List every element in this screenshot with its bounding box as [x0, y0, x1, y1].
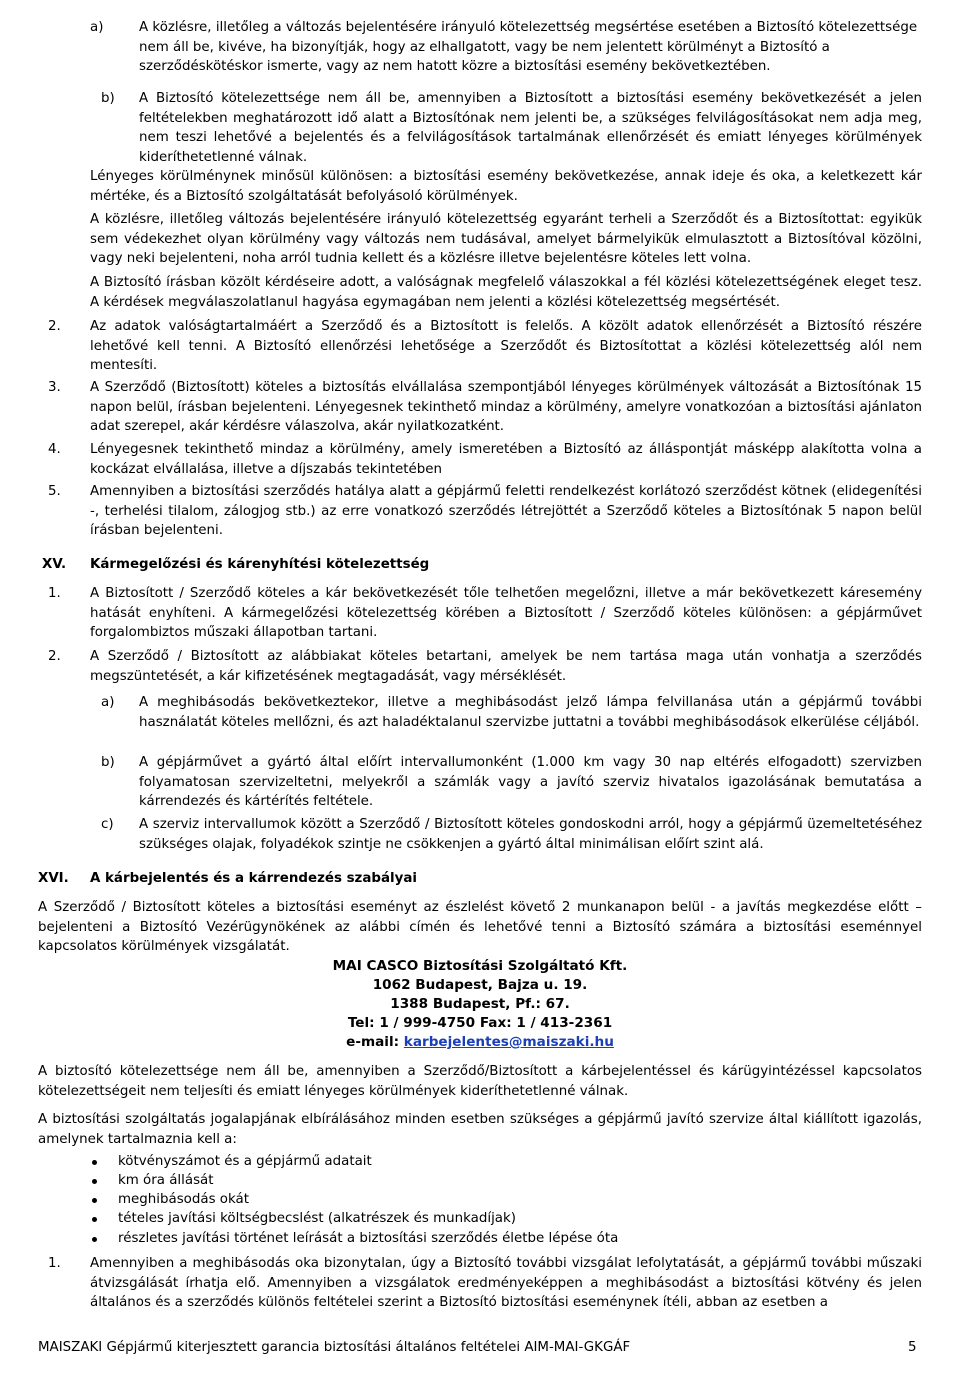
numbered-label-4: 4.	[48, 442, 61, 457]
company-name: MAI CASCO Biztosítási Szolgáltató Kft.	[332, 958, 628, 974]
paragraph-a: A közlésre, illetőleg a változás bejelentésére irányuló kötelezettség megsértése esetében a Biztosító kötelezettsége nem áll be, kivéve, ha bizonyítják, hogy az elhallgatott, vagy be nem jelentett körülményt a Biztosító a szerződéskötéskor ismerte, vagy az nem hatott közre a biztosítási esemény bekövetkeztében.	[139, 20, 918, 75]
numbered-label-3: 3.	[48, 380, 61, 395]
numbered-label-2: 2.	[48, 319, 61, 334]
xv-sub-label-a: a)	[101, 695, 115, 710]
xv-label-1: 1.	[48, 586, 61, 601]
bullet-item-1: kötvényszámot és a gépjármű adatait	[118, 1154, 372, 1169]
section-title-xvi: A kárbejelentés és a kárrendezés szabályai	[90, 871, 417, 886]
xv-sub-item-a: A meghibásodás bekövetkeztekor, illetve a meghibásodást jelző lámpa felvillanása után a gépjármű további használatát köteles mellőzni, és azt haladéktalanul szervizbe juttatni a további meghibásodások elkerülése céljából.	[139, 695, 922, 730]
company-po-box: 1388 Budapest, Pf.: 67.	[390, 996, 570, 1012]
bullet-icon	[92, 1160, 97, 1165]
bullet-icon	[92, 1179, 97, 1184]
numbered-item-5: Amennyiben a biztosítási szerződés hatálya alatt a gépjármű feletti rendelkezést korlátozó szerződést kötnek (elidegenítési -, terhelési tilalom, zálogjog stb.) az erre vonatkozó szerződés létrejöttét a Szerződő köteles a Biztosítónak 5 napon belül írásban bejelenteni.	[90, 484, 922, 539]
paragraph-essential-circumstances: Lényeges körülménynek minősül különösen: a biztosítási esemény bekövetkezése, annak ideje és oka, a keletkezett kár mértéke, és a Biztosító szolgáltatását befolyásoló körülmények.	[90, 169, 922, 204]
bullet-icon	[92, 1198, 97, 1203]
item-label-a: a)	[90, 20, 104, 35]
xvi-paragraph-obligation: A biztosító kötelezettsége nem áll be, amennyiben a Szerződő/Biztosított a kárbejelentéssel és kárügyintézéssel kapcsolatos kötelezettségeit nem teljesíti és emiatt lényeges körülmények kideríthetetlenné válnak.	[38, 1064, 922, 1099]
bullet-item-4: tételes javítási költségbecslést (alkatrészek és munkadíjak)	[118, 1211, 516, 1226]
xv-sub-label-c: c)	[101, 817, 114, 832]
xv-item-1: A Biztosított / Szerződő köteles a kár bekövetkezését tőle telhetően megelőzni, illetve a már bekövetkezett káresemény hatását enyhíteni. A kármegelőzési kötelezettség körében a Biztosított / Szerződő köteles különösen: a gépjárművet forgalombiztos műszaki állapotban tartani.	[90, 586, 922, 641]
xv-sub-item-c: A szerviz intervallumok között a Szerződő / Biztosított köteles gondoskodni arról, hogy a gépjármű üzemeltetéséhez szükséges olajak, folyadékok szintje ne csökkenjen a gyártó által minimálisan előírt szint alá.	[139, 817, 922, 852]
numbered-item-2: Az adatok valóságtartalmáért a Szerződő és a Biztosított is felelős. A közölt adatok ellenőrzését a Biztosító részére lehetővé kell tenni. A Biztosító ellenőrzési lehetősége a Szerződőt és Biztosítottat a közlési kötelezettség alól nem mentesíti.	[90, 319, 922, 374]
xvi-paragraph-report: A Szerződő / Biztosított köteles a biztosítási eseményt az észlelést követő 2 munkanapon belül - a javítás megkezdése előtt – bejelenteni a Biztosító Vezérügynökének az alábbi címén és lehetővé tenni a Biztosító számára a biztosítási eseménnyel kapcsolatos körülmények vizsgálatát.	[38, 900, 922, 955]
email-label: e-mail:	[346, 1034, 404, 1050]
numbered-item-4: Lényegesnek tekinthető mindaz a körülmény, amely ismeretében a Biztosító az álláspontját másképp alakította volna a kockázat elvállalása, illetve a díjszabás tekintetében	[90, 442, 922, 477]
numbered-label-5: 5.	[48, 484, 61, 499]
xvi-label-1: 1.	[48, 1256, 61, 1271]
email-link[interactable]: karbejelentes@maiszaki.hu	[403, 1034, 614, 1050]
xv-sub-label-b: b)	[101, 755, 115, 770]
bullet-item-3: meghibásodás okát	[118, 1192, 249, 1207]
paragraph-written-questions: A Biztosító írásban közölt kérdéseire adott, a valóságnak megfelelő válaszokkal a fél közlési kötelezettségének eleget tesz. A kérdések megválaszolatlanul hagyása egymagában nem jelenti a közlési kötelezettség megsértését.	[90, 275, 922, 310]
section-number-xv: XV.	[42, 557, 67, 572]
bullet-item-5: részletes javítási történet leírását a biztosítási szerződés életbe lépése óta	[118, 1231, 619, 1246]
bullet-item-2: km óra állását	[118, 1173, 214, 1188]
footer-document-title: MAISZAKI Gépjármű kiterjesztett garancia biztosítási általános feltételei AIM-MAI-GKGÁF	[38, 1340, 631, 1355]
item-label-b: b)	[101, 91, 115, 106]
section-title-xv: Kármegelőzési és kárenyhítési kötelezettség	[90, 557, 430, 572]
section-number-xvi: XVI.	[38, 871, 69, 886]
bullet-icon	[92, 1237, 97, 1242]
company-address: 1062 Budapest, Bajza u. 19.	[372, 977, 588, 993]
numbered-item-3: A Szerződő (Biztosított) köteles a biztosítás elvállalása szempontjából lényeges körülmények változását a Biztosítónak 15 napon belül, írásban bejelenteni. Lényegesnek tekinthető mindaz a körülmény, amelyre vonatkozóan a biztosítási ajánlaton adat szerepel, akár kérdésre válaszolva, akár nyilatkozatként.	[90, 380, 922, 435]
xv-label-2: 2.	[48, 649, 61, 664]
xvi-paragraph-certificate: A biztosítási szolgáltatás jogalapjának elbírálásához minden esetben szükséges a gépjármű javító szervize által kiállított igazolás, amelynek tartalmaznia kell a:	[38, 1112, 922, 1147]
paragraph-disclosure-obligation: A közlésre, illetőleg változás bejelentésére irányuló kötelezettség egyaránt terheli a Szerződőt és a Biztosítottat: egyikük sem védekezhet olyan körülmény vagy változás nem tudásával, amelyet bármelyikük elmulasztott a Biztosítóval közölni, vagy neki bejelenteni, noha arról tudnia kellett és a közlésre illetve bejelentésre köteles lett volna.	[90, 212, 922, 267]
xvi-item-1: Amennyiben a meghibásodás oka bizonytalan, úgy a Biztosító további vizsgálat lefolytatását, a gépjármű további műszaki átvizsgálását írhatja elő. Amennyiben a vizsgálatok eredményeképpen a meghibásodást a biztosítási kötvény és jelen általános és a szerződés különös feltételei szerint a Biztosító biztosítási eseménynek ítéli, abban az esetben a	[90, 1256, 922, 1311]
company-email-line	[0, 1033, 960, 1052]
paragraph-b: A Biztosító kötelezettsége nem áll be, amennyiben a Biztosított a biztosítási esemény bekövetkezését a jelen feltételekben meghatározott idő alatt a Biztosítónak nem jelenti be, a szükséges felvilágosításokat nem adja meg, nem teszi lehetővé a bejelentés és a felvilágosítások tartalmának ellenőrzését és emiatt lényeges körülmények kideríthetetlenné válnak.	[139, 91, 922, 165]
xv-sub-item-b: A gépjárművet a gyártó által előírt intervallumonként (1.000 km vagy 30 nap eltérés elfogadott) szervizben folyamatosan szervizeltetni, melyekről a számlák vagy a javító szerviz hivatalos igazolásának bemutatása a kárrendezés és kártérítés feltétele.	[139, 755, 922, 810]
bullet-icon	[92, 1217, 97, 1222]
footer-page-number: 5	[908, 1340, 917, 1355]
company-phone-fax: Tel: 1 / 999-4750 Fax: 1 / 413-2361	[347, 1015, 613, 1031]
xv-item-2: A Szerződő / Biztosított az alábbiakat köteles betartani, amelyek be nem tartása maga után vonhatja a szerződés megszüntetését, a kár kifizetésének megtagadását, vagy mérséklését.	[90, 649, 922, 684]
